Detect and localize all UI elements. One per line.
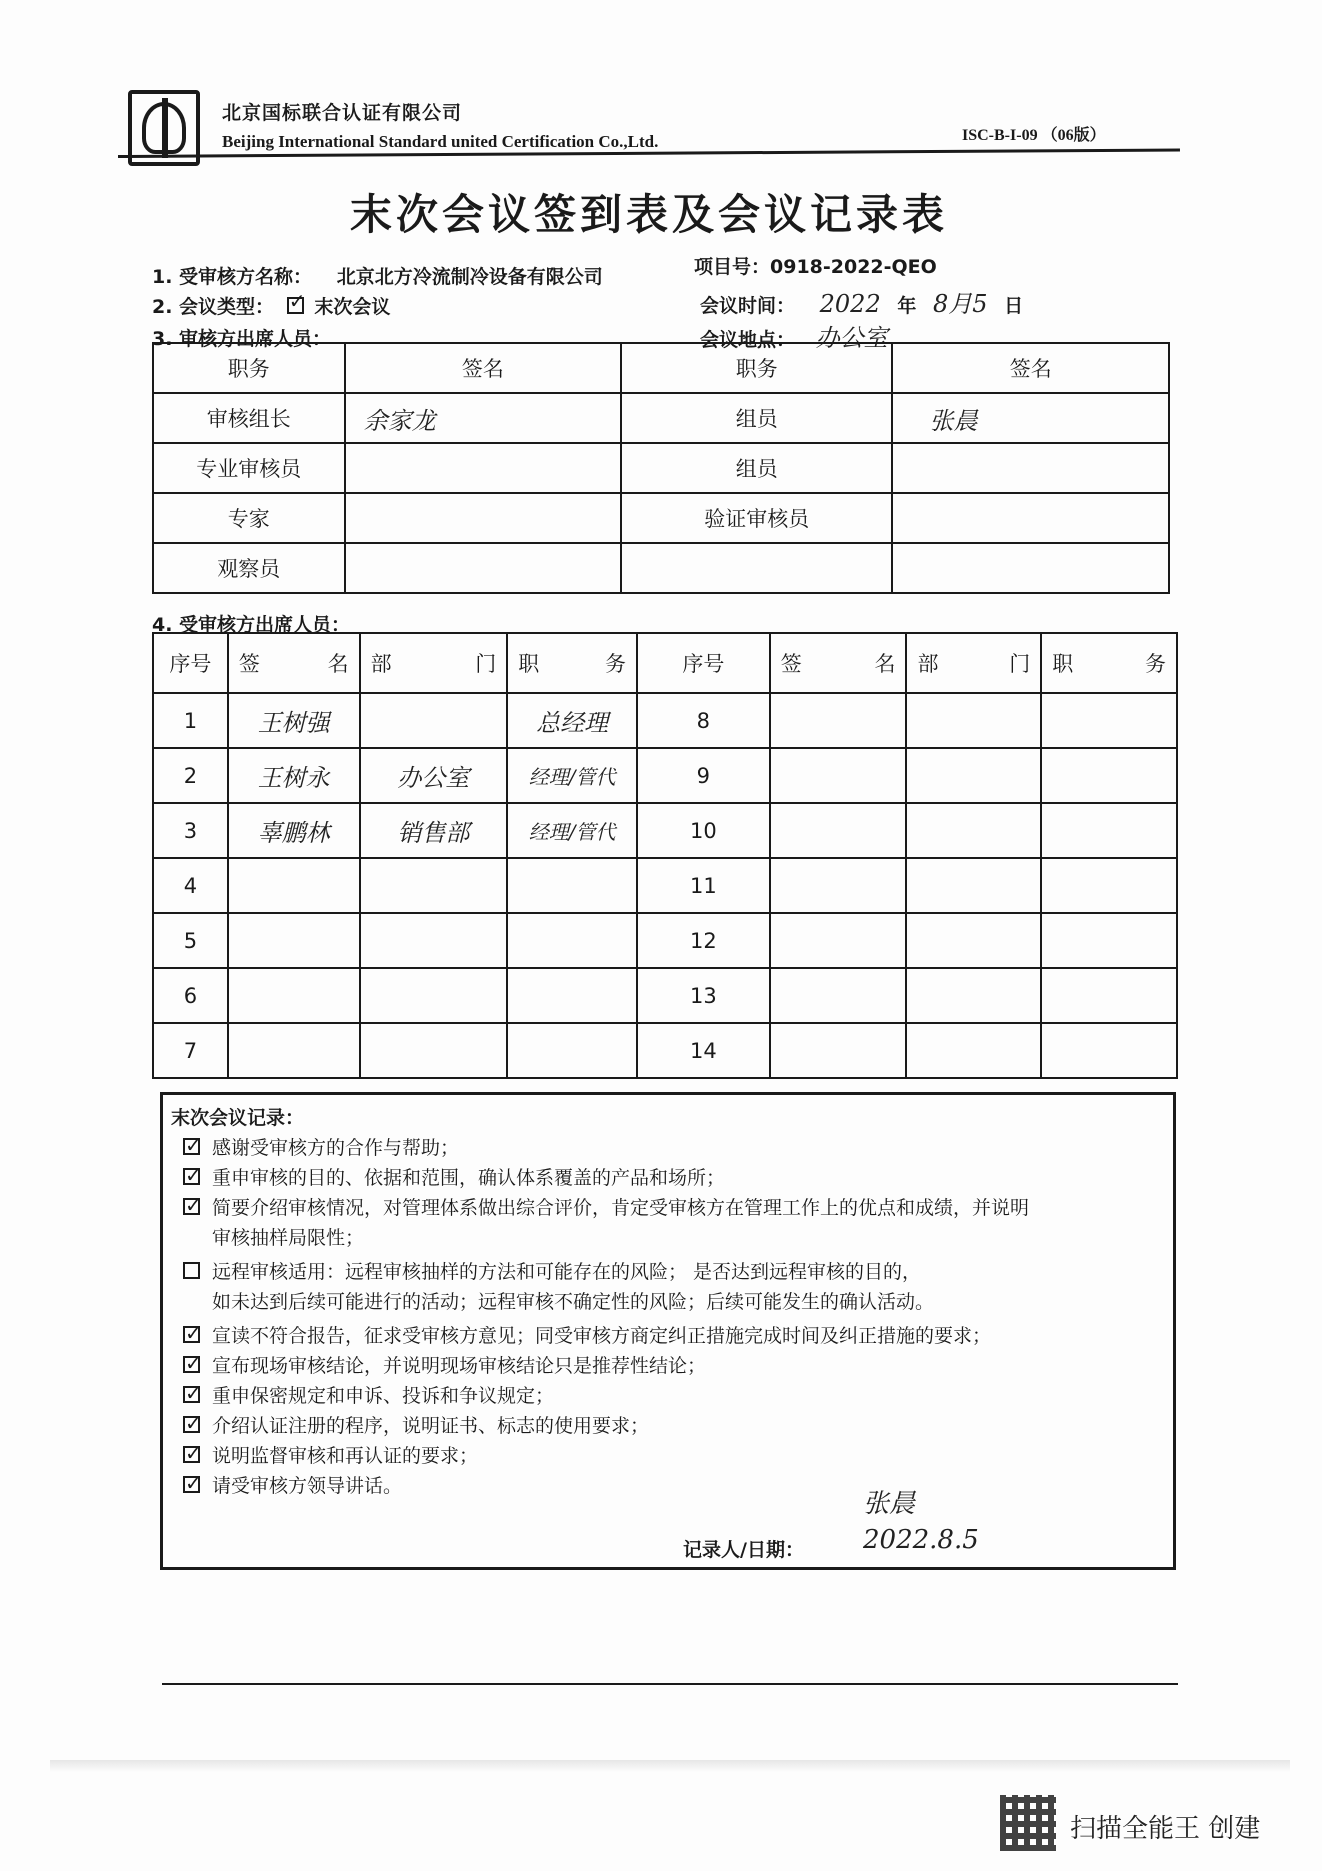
checklist-item-label: 重申审核的目的、依据和范围，确认体系覆盖的产品和场所； (212, 1167, 726, 1189)
checklist-item (183, 1411, 1153, 1441)
header-text: 名 (327, 652, 349, 676)
signature-cell[interactable]: 张晨 (892, 393, 1169, 443)
row-index: 6 (153, 968, 228, 1023)
role-cell: 验证审核员 (621, 493, 892, 543)
checkbox[interactable] (183, 1476, 200, 1493)
auditee-attendees-label: 4. 受审核方出席人员： (152, 614, 351, 636)
signature-cell[interactable] (345, 543, 621, 593)
department-cell[interactable] (906, 803, 1041, 858)
header-role: 职务 (621, 343, 892, 393)
role-cell: 专业审核员 (153, 443, 345, 493)
department-cell[interactable]: 销售部 (360, 803, 508, 858)
position-cell[interactable] (1041, 968, 1177, 1023)
checklist-item-label: 宣读不符合报告，征求受审核方意见；同受审核方商定纠正措施完成时间及纠正措施的要求； (212, 1325, 992, 1347)
header-signature (228, 633, 360, 693)
signature-cell[interactable]: 王树强 (228, 693, 360, 748)
department-cell[interactable] (360, 858, 508, 913)
row-index: 4 (153, 858, 228, 913)
form-code: ISC-B-I-09 （06版） (962, 127, 1106, 144)
department-cell[interactable] (906, 913, 1041, 968)
checklist-item-label: 重申保密规定和申诉、投诉和争议规定； (212, 1385, 555, 1407)
signature-cell[interactable] (892, 443, 1169, 493)
checklist-item (183, 1441, 1153, 1471)
signature-cell[interactable] (770, 693, 907, 748)
header-role: 职务 (153, 343, 345, 393)
checklist-item-label: 远程审核适用：远程审核抽样的方法和可能存在的风险； 是否达到远程审核的目的， (212, 1261, 922, 1283)
table-row (153, 748, 1177, 803)
position-cell[interactable] (507, 1023, 637, 1078)
department-cell[interactable] (360, 913, 508, 968)
meeting-place-label: 会议地点： (700, 329, 796, 351)
meeting-time-year-unit: 年 (897, 295, 917, 317)
checklist-item-label: 请受审核方领导讲话。 (212, 1475, 403, 1497)
recorder-label: 记录人/日期： (683, 1539, 804, 1561)
signature-cell[interactable] (228, 913, 360, 968)
role-cell: 专家 (153, 493, 345, 543)
checklist-item-label: 简要介绍审核情况，对管理体系做出综合评价，肯定受审核方在管理工作上的优点和成绩，并说明 (212, 1197, 1030, 1219)
position-cell[interactable]: 经理/管代 (507, 803, 637, 858)
header-index (153, 633, 228, 693)
checklist-item (183, 1321, 1153, 1351)
department-cell[interactable] (906, 693, 1041, 748)
footer-rule (162, 1683, 1178, 1685)
auditee-table (152, 632, 1178, 1079)
table-row (153, 443, 1169, 493)
row-index: 14 (637, 1023, 770, 1078)
row-index: 3 (153, 803, 228, 858)
recorder-signature: 张晨 (863, 1489, 916, 1519)
checklist-item (183, 1133, 1153, 1163)
position-cell[interactable] (507, 968, 637, 1023)
signature-cell[interactable] (892, 493, 1169, 543)
signature-cell[interactable] (228, 1023, 360, 1078)
position-cell[interactable] (507, 913, 637, 968)
meeting-time-md: 8月5 (932, 290, 988, 318)
signature-cell[interactable] (770, 803, 907, 858)
checkbox[interactable] (183, 1138, 200, 1155)
header-position (1041, 633, 1177, 693)
header-index (637, 633, 770, 693)
company-name-en: Beijing International Standard united Certification Co.,Ltd. (222, 132, 659, 151)
checklist-item (183, 1351, 1153, 1381)
header-text: 序号 (169, 652, 212, 676)
signature-cell[interactable] (345, 493, 621, 543)
position-cell[interactable] (1041, 858, 1177, 913)
header-department (906, 633, 1041, 693)
header-signature: 签名 (892, 343, 1169, 393)
checkbox[interactable] (183, 1356, 200, 1373)
checklist-item-label: 宣布现场审核结论，并说明现场审核结论只是推荐性结论； (212, 1355, 707, 1377)
auditor-attendees-label: 3. 审核方出席人员： (152, 328, 332, 350)
meeting-record-title: 末次会议记录： (171, 1107, 305, 1129)
table-row (153, 393, 1169, 443)
meeting-time-row (700, 284, 1023, 319)
signature-cell[interactable] (892, 543, 1169, 593)
row-index: 8 (637, 693, 770, 748)
signature-cell[interactable] (770, 1023, 907, 1078)
table-row (153, 543, 1169, 593)
signature-cell[interactable] (345, 443, 621, 493)
auditor-table (152, 342, 1170, 594)
role-cell (621, 543, 892, 593)
table-row (153, 693, 1177, 748)
header-text: 签 (780, 652, 802, 676)
checklist-item (183, 1163, 1153, 1193)
row-index: 10 (637, 803, 770, 858)
auditee-value: 北京北方冷流制冷设备有限公司 (336, 266, 603, 288)
header-text: 部 (370, 652, 392, 676)
logo-bar (162, 98, 168, 158)
checklist-item-label: 审核抽样局限性； (212, 1227, 365, 1249)
row-index: 5 (153, 913, 228, 968)
checkbox[interactable] (183, 1198, 200, 1215)
auditor-table-header (153, 343, 1169, 393)
checklist-item (183, 1193, 1153, 1223)
header-department (360, 633, 508, 693)
checklist-item-label: 如未达到后续可能进行的活动；远程审核不确定性的风险；后续可能发生的确认活动。 (212, 1291, 935, 1313)
row-index: 13 (637, 968, 770, 1023)
row-index: 7 (153, 1023, 228, 1078)
auditee-table-header (153, 633, 1177, 693)
checklist-item (183, 1381, 1153, 1411)
department-cell[interactable] (360, 693, 508, 748)
signature-cell[interactable] (770, 858, 907, 913)
row-index: 11 (637, 858, 770, 913)
signature-cell[interactable] (228, 968, 360, 1023)
header-signature (770, 633, 907, 693)
table-row (153, 803, 1177, 858)
auditee-label: 1. 受审核方名称： (152, 266, 313, 288)
header-text: 门 (1009, 652, 1031, 676)
checklist-item (183, 1471, 1153, 1501)
position-cell[interactable] (1041, 693, 1177, 748)
position-cell[interactable]: 总经理 (507, 693, 637, 748)
row-index: 1 (153, 693, 228, 748)
position-cell[interactable]: 经理/管代 (507, 748, 637, 803)
position-cell[interactable] (1041, 913, 1177, 968)
role-cell: 组员 (621, 443, 892, 493)
checkbox[interactable] (183, 1386, 200, 1403)
department-cell[interactable] (360, 1023, 508, 1078)
position-cell[interactable] (507, 858, 637, 913)
checklist-item (183, 1287, 1182, 1317)
position-cell[interactable] (1041, 1023, 1177, 1078)
signature-cell[interactable]: 王树永 (228, 748, 360, 803)
table-row (153, 493, 1169, 543)
header-text: 签 (238, 652, 260, 676)
department-cell[interactable] (906, 1023, 1041, 1078)
meeting-time-day-unit: 日 (1004, 295, 1024, 317)
header-signature: 签名 (345, 343, 621, 393)
department-cell[interactable] (906, 748, 1041, 803)
checkbox[interactable] (183, 1168, 200, 1185)
meeting-type-value: 末次会议 (314, 296, 391, 318)
role-cell: 审核组长 (153, 393, 345, 443)
checklist-item (183, 1223, 1182, 1253)
checkbox[interactable] (183, 1446, 200, 1463)
checkbox[interactable] (183, 1326, 200, 1343)
department-cell[interactable]: 办公室 (360, 748, 508, 803)
signature-cell[interactable] (770, 748, 907, 803)
table-row (153, 913, 1177, 968)
meeting-time-year: 2022 (819, 290, 881, 318)
header-text: 职 (518, 652, 540, 676)
scan-edge (50, 1760, 1290, 1772)
table-row (153, 968, 1177, 1023)
header-text: 职 (1052, 652, 1074, 676)
meeting-place-value: 办公室 (815, 324, 888, 352)
header-text: 名 (874, 652, 896, 676)
signature-cell[interactable] (228, 858, 360, 913)
header-text: 务 (1145, 652, 1166, 676)
signature-cell[interactable]: 辜鹏林 (228, 803, 360, 858)
checkbox[interactable] (183, 1262, 200, 1279)
position-cell[interactable] (1041, 748, 1177, 803)
meeting-type-checkbox[interactable] (287, 297, 304, 314)
page-title: 末次会议签到表及会议记录表 (350, 190, 949, 239)
checkbox[interactable] (183, 1416, 200, 1433)
meeting-time-label: 会议时间： (700, 295, 796, 317)
signature-cell[interactable]: 余家龙 (345, 393, 621, 443)
checklist-item-label: 感谢受审核方的合作与帮助； (212, 1137, 460, 1159)
meeting-type-row (152, 292, 390, 319)
row-index: 12 (637, 913, 770, 968)
department-cell[interactable] (906, 858, 1041, 913)
department-cell[interactable] (906, 968, 1041, 1023)
checklist-item-label: 说明监督审核和再认证的要求； (212, 1445, 479, 1467)
checklist-item (183, 1257, 1153, 1287)
meeting-record-box (160, 1092, 1176, 1570)
auditee-name-row (152, 262, 603, 289)
header-position (507, 633, 637, 693)
company-name-cn: 北京国标联合认证有限公司 (222, 102, 463, 124)
header-text: 序号 (682, 652, 725, 676)
header-text: 务 (605, 652, 627, 676)
qr-code-icon (1000, 1795, 1056, 1851)
row-index: 2 (153, 748, 228, 803)
checklist-item-label: 介绍认证注册的程序，说明证书、标志的使用要求； (212, 1415, 650, 1437)
position-cell[interactable] (1041, 803, 1177, 858)
role-cell: 观察员 (153, 543, 345, 593)
header-text: 部 (917, 652, 939, 676)
role-cell: 组员 (621, 393, 892, 443)
signature-cell[interactable] (770, 913, 907, 968)
row-index: 9 (637, 748, 770, 803)
meeting-type-label: 2. 会议类型： (152, 296, 275, 318)
table-row (153, 858, 1177, 913)
table-row (153, 1023, 1177, 1078)
project-number: 项目号：0918-2022-QEO (694, 256, 937, 278)
recorder-date: 2022.8.5 (863, 1525, 979, 1555)
auditee-table-body (153, 693, 1177, 1078)
header-text: 门 (475, 652, 497, 676)
department-cell[interactable] (360, 968, 508, 1023)
signature-cell[interactable] (770, 968, 907, 1023)
scanner-watermark: 扫描全能王 创建 (1070, 1814, 1261, 1844)
